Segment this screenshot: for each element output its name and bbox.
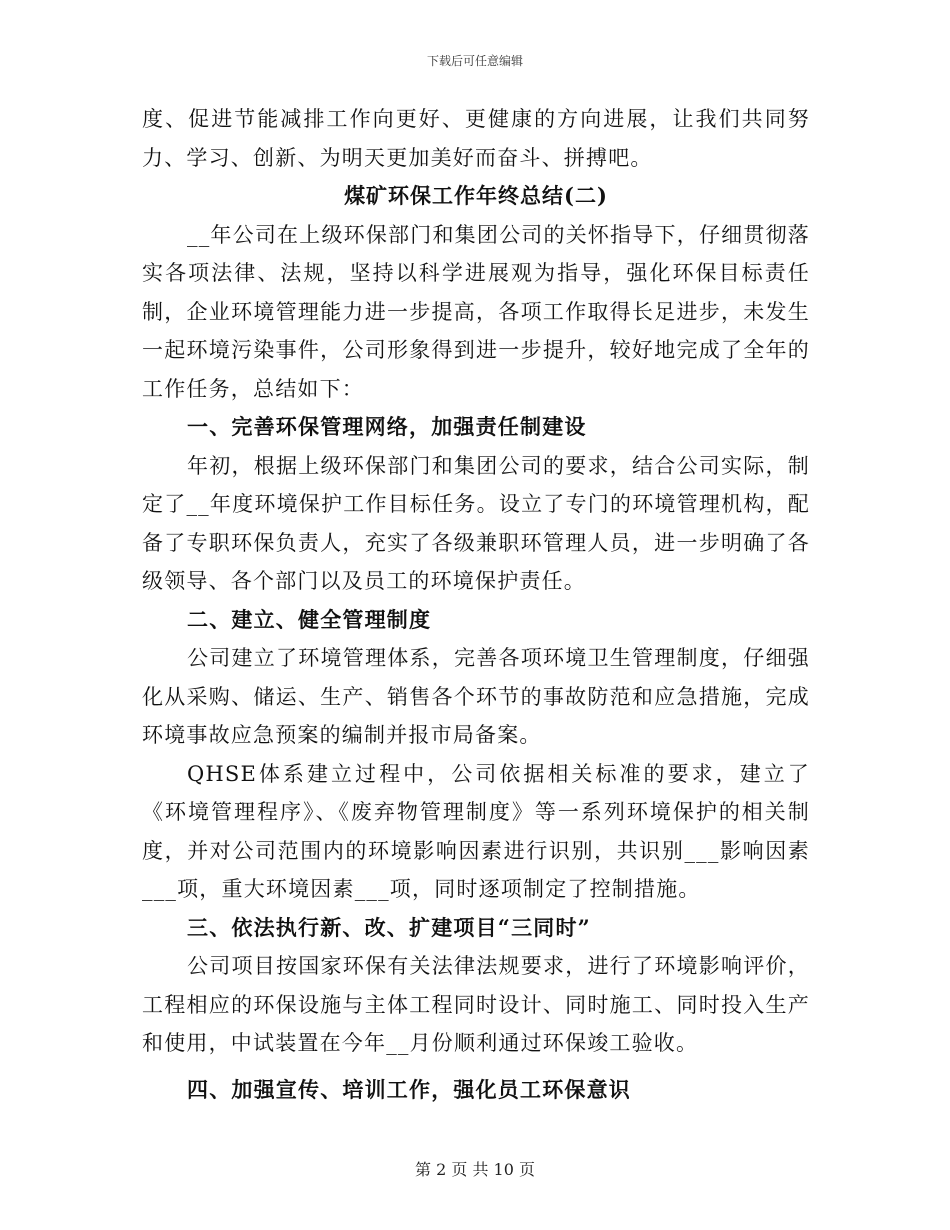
section-2-heading: 二、建立、健全管理制度 <box>187 606 432 632</box>
section-2-paragraph-1: 公司建立了环境管理体系，完善各项环境卫生管理制度，仔细强化从采购、储运、生产、销售各个环节的事故防范和应急措施，完成环境事故应急预案的编制并报市局备案。 <box>142 646 810 747</box>
document-body <box>142 100 810 1109</box>
page-footer <box>0 1157 950 1180</box>
page-number: 第 2 页 共 10 页 <box>415 1160 535 1179</box>
section-3-paragraph: 公司项目按国家环保有关法律法规要求，进行了环境影响评价，工程相应的环保设施与主体工程同时设计、同时施工、同时投入生产和使用，中试装置在今年__月份顺利通过环保竣工验收。 <box>142 954 810 1055</box>
header-text: 下载后可任意编辑 <box>426 54 523 68</box>
page-header <box>0 52 950 69</box>
section-1-heading: 一、完善环保管理网络，加强责任制建设 <box>187 414 587 439</box>
section-1-paragraph: 年初，根据上级环保部门和集团公司的要求，结合公司实际，制定了__年度环境保护工作目标任务。设立了专门的环境管理机构，配备了专职环保负责人，充实了各级兼职环管理人员，进一步明确了各级领导、各个部门以及员工的环境保护责任。 <box>142 453 810 593</box>
document-title: 煤矿环保工作年终总结(二) <box>344 183 608 208</box>
continued-paragraph: 度、促进节能减排工作向更好、更健康的方向进展，让我们共同努力、学习、创新、为明天更加美好而奋斗、拼搏吧。 <box>142 107 810 170</box>
intro-paragraph: __年公司在上级环保部门和集团公司的关怀指导下，仔细贯彻落实各项法律、法规，坚持以科学进展观为指导，强化环保目标责任制，企业环境管理能力进一步提高，各项工作取得长足进步，未发生一起环境污染事件，公司形象得到进一步提升，较好地完成了全年的工作任务，总结如下： <box>142 222 810 401</box>
section-4-heading: 四、加强宣传、培训工作，强化员工环保意识 <box>187 1076 631 1102</box>
section-3-heading: 三、依法执行新、改、扩建项目“三同时” <box>187 914 591 940</box>
section-2-paragraph-2: QHSE体系建立过程中，公司依据相关标准的要求，建立了《环境管理程序》、《废弃物管理制度》等一系列环境保护的相关制度，并对公司范围内的环境影响因素进行识别，共识别___影响因素___项，重大环境因素___项，同时逐项制定了控制措施。 <box>142 761 810 901</box>
